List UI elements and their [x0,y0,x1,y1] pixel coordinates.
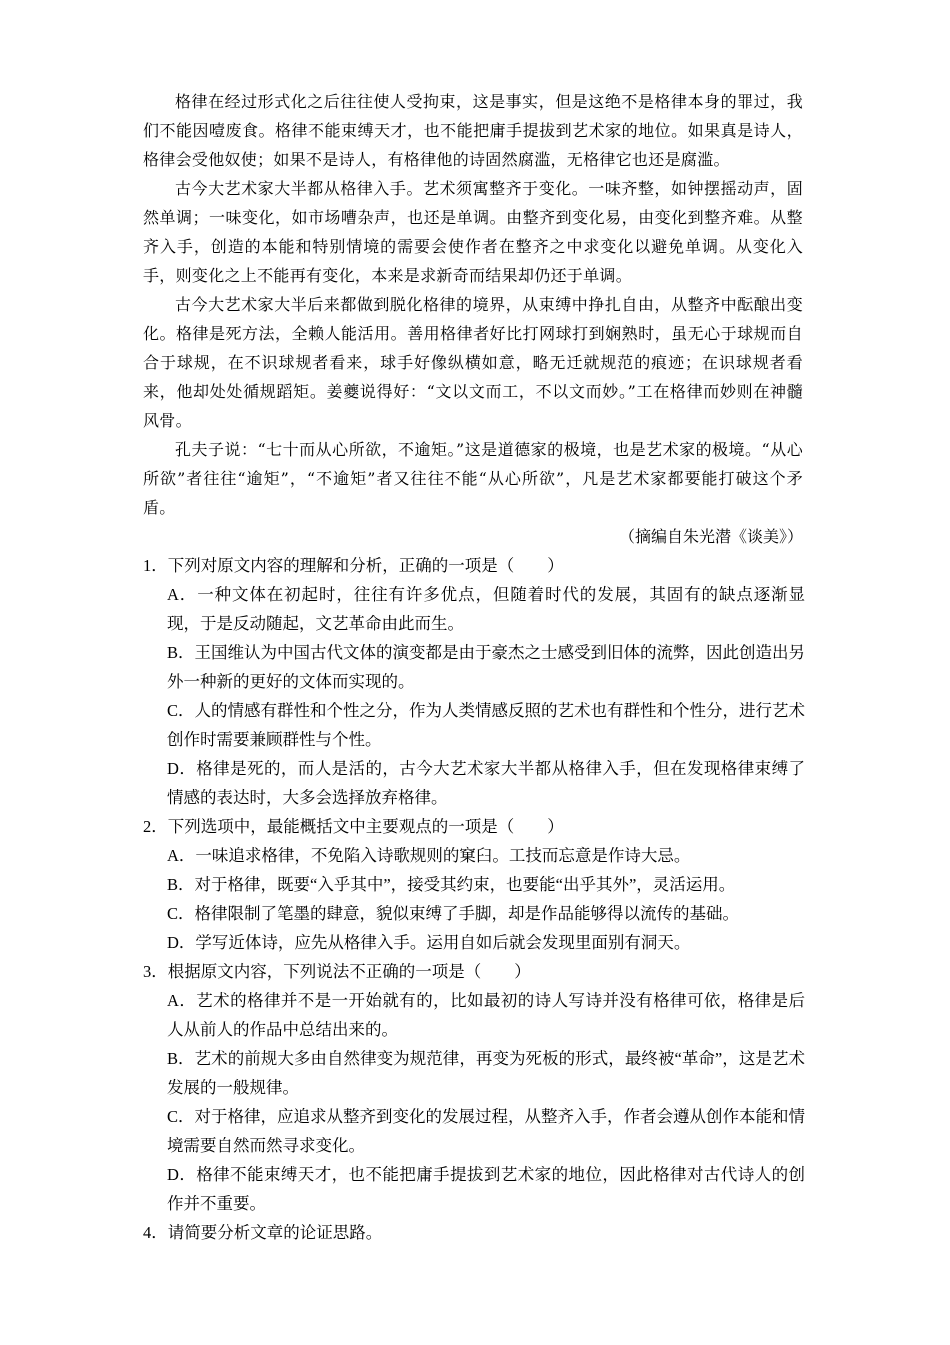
question-2-stem: 2．下列选项中，最能概括文中主要观点的一项是（ ） [143,817,564,836]
question-1-option-c: C．人的情感有群性和个性之分，作为人类情感反照的艺术也有群性和个性分，进行艺术创作时需要兼顾群性与个性。 [167,701,806,749]
question-1-option-a: A．一种文体在初起时，往往有许多优点，但随着时代的发展，其固有的缺点逐渐显现，于是反动随起，文艺革命由此而生。 [167,585,805,633]
question-4-stem: 4．请简要分析文章的论证思路。 [143,1223,383,1242]
question-1-option-d: D．格律是死的，而人是活的，古今大艺术家大半都从格律入手，但在发现格律束缚了情感的表达时，大多会选择放弃格律。 [167,759,805,807]
question-2-option-d: D．学写近体诗，应先从格律入手。运用自如后就会发现里面别有洞天。 [167,933,691,952]
question-3-option-a: A．艺术的格律并不是一开始就有的，比如最初的诗人写诗并没有格律可依，格律是后人从前人的作品中总结出来的。 [167,991,805,1039]
question-3-stem: 3．根据原文内容，下列说法不正确的一项是（ ） [143,962,531,981]
question-3-option-b: B．艺术的前规大多由自然律变为规范律，再变为死板的形式，最终被“革命”，这是艺术发展的一般规律。 [167,1049,805,1097]
question-2-option-a: A．一味追求格律，不免陷入诗歌规则的窠臼。工技而忘意是作诗大忌。 [167,846,691,865]
question-3-option-c: C．对于格律，应追求从整齐到变化的发展过程，从整齐入手，作者会遵从创作本能和情境需要自然而然寻求变化。 [167,1107,806,1155]
question-3-option-d: D．格律不能束缚天才，也不能把庸手提拔到艺术家的地位，因此格律对古代诗人的创作并不重要。 [167,1165,805,1213]
passage-paragraph-1: 格律在经过形式化之后往往使人受拘束，这是事实，但是这绝不是格律本身的罪过，我们不能因噎废食。格律不能束缚天才，也不能把庸手提拔到艺术家的地位。如果真是诗人，格律会受他奴使；如果不是诗人，有格律他的诗固然腐滥，无格律它也还是腐滥。 [143,92,803,169]
question-1-stem: 1．下列对原文内容的理解和分析，正确的一项是（ ） [143,556,564,575]
question-1-option-b: B．王国维认为中国古代文体的演变都是由于豪杰之士感受到旧体的流弊，因此创造出另外一种新的更好的文体而实现的。 [167,643,806,691]
passage-paragraph-3: 古今大艺术家大半后来都做到脱化格律的境界，从束缚中挣扎自由，从整齐中酝酿出变化。格律是死方法，全赖人能活用。善用格律者好比打网球打到娴熟时，虽无心于球规而自合于球规，在不识球规者看来，球手好像纵横如意，略无迁就规范的痕迹；在识球规者看来，他却处处循规蹈矩。姜夔说得好：“文以文而工，不以文而妙。”工在格律而妙则在神髓风骨。 [143,295,803,430]
question-2-option-b: B．对于格律，既要“入乎其中”，接受其约束，也要能“出乎其外”，灵活运用。 [167,875,736,894]
passage-paragraph-4: 孔夫子说：“七十而从心所欲，不逾矩。”这是道德家的极境，也是艺术家的极境。“从心所欲”者往往“逾矩”，“不逾矩”者又往往不能“从心所欲”，凡是艺术家都要能打破这个矛盾。 [143,440,803,517]
question-2-option-c: C．格律限制了笔墨的肆意，貌似束缚了手脚，却是作品能够得以流传的基础。 [167,904,740,923]
passage-source: （摘编自朱光潜《谈美》） [618,527,803,546]
passage-paragraph-2: 古今大艺术家大半都从格律入手。艺术须寓整齐于变化。一味齐整，如钟摆摇动声，固然单调；一味变化，如市场嘈杂声，也还是单调。由整齐到变化易，由变化到整齐难。从整齐入手，创造的本能和特别情境的需要会使作者在整齐之中求变化以避免单调。从变化入手，则变化之上不能再有变化，本来是求新奇而结果却仍还于单调。 [143,179,803,285]
